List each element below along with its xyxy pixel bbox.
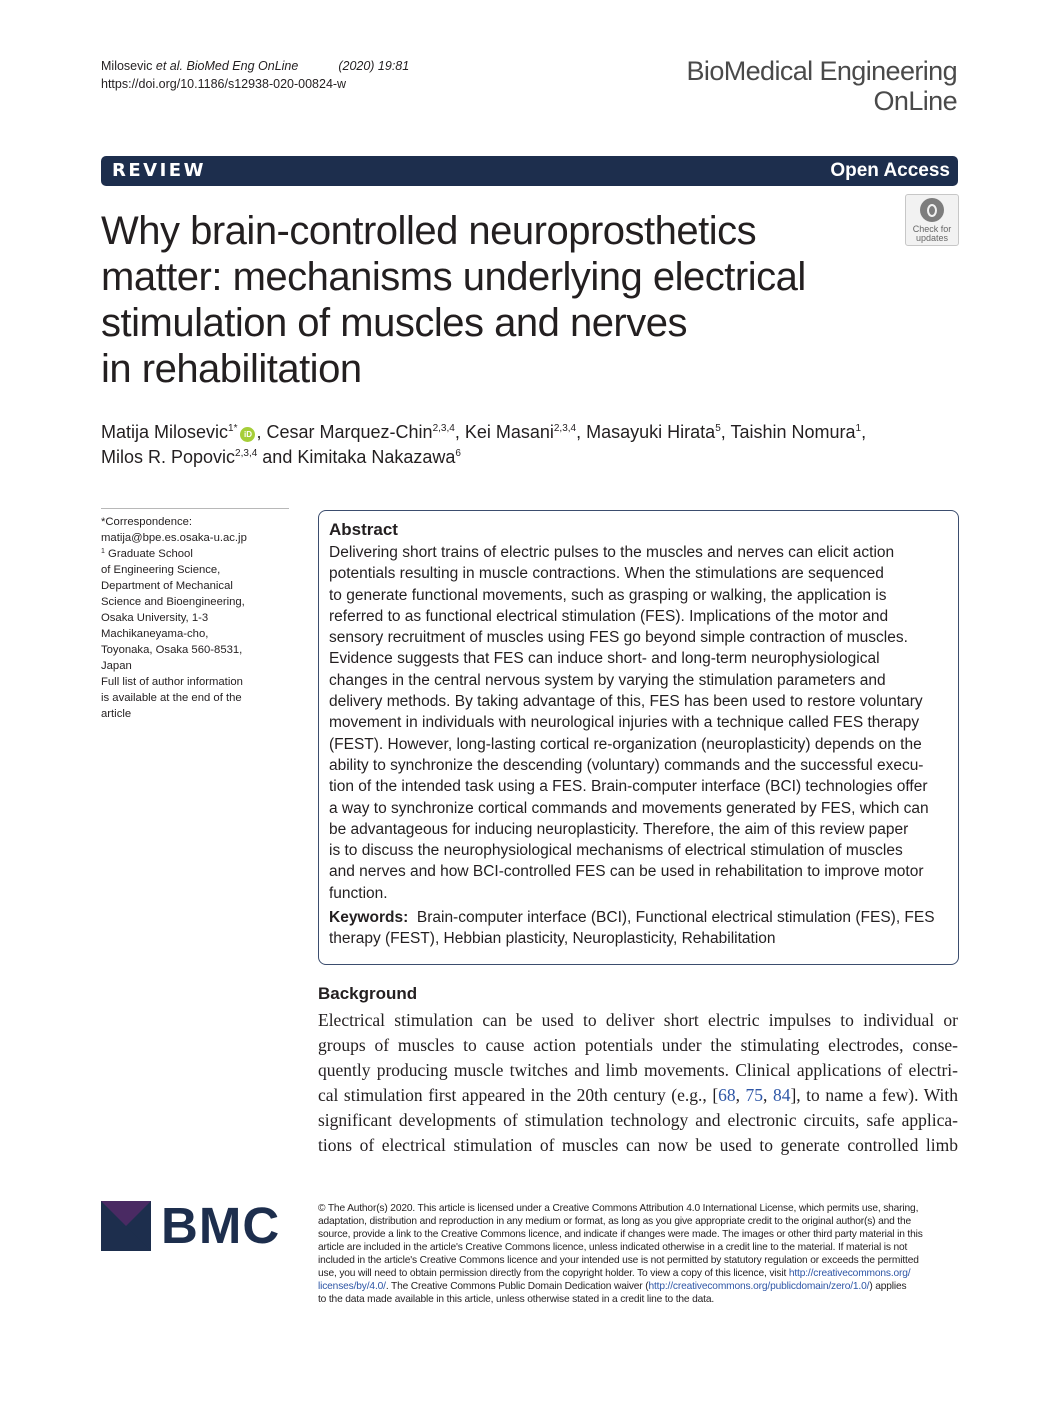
badge-line2: updates [915, 233, 949, 243]
affiliation-sup: 1 [101, 548, 105, 555]
check-for-updates-badge[interactable] [905, 194, 959, 246]
license-line: article are included in the article's Creative Commons licence, unless indicated otherwise in a credit line to the material. If material is not [318, 1242, 908, 1253]
author-affiliation: 6 [455, 448, 461, 459]
correspondence-email[interactable]: matija@bpe.es.osaka-u.ac.jp [101, 532, 247, 544]
author-name[interactable]: Cesar Marquez-Chin [266, 422, 433, 442]
abstract-line: sensory recruitment of muscles using FES go beyond simple contraction of muscles. [329, 629, 908, 647]
public-domain-link[interactable]: http://creativecommons.org/publicdomain/zero/1.0/ [648, 1281, 870, 1292]
reference-link[interactable]: 68 [718, 1085, 736, 1105]
abstract-line: function. [329, 884, 388, 902]
affiliation-line: Science and Bioengineering, [101, 596, 245, 608]
keywords-text: therapy (FEST), Hebbian plasticity, Neuroplasticity, Rehabilitation [329, 930, 776, 948]
author-affiliation: 1 [855, 423, 862, 434]
license-line: source, provide a link to the Creative Commons licence, and indicate if changes were made. The images or other third party material in this [318, 1229, 923, 1240]
abstract-line: tion of the intended task using a FES. Brain-computer interface (BCI) technologies offer [329, 778, 928, 796]
title-line: stimulation of muscles and nerves [101, 301, 687, 345]
abstract-line: referred to as functional electrical stimulation (FES). Implications of the motor and [329, 607, 889, 625]
affiliation-line: Osaka University, 1-3 [101, 612, 209, 624]
author-affiliation: 2,3,4 [553, 423, 577, 434]
orcid-icon[interactable]: iD [240, 427, 255, 442]
affiliation-line [101, 546, 289, 562]
license-line: to the data made available in this article, unless otherwise stated in a credit line to the data. [318, 1294, 715, 1305]
abstract-line: Delivering short trains of electric pulses to the muscles and nerves can elicit action [329, 544, 895, 561]
keywords-line [329, 907, 949, 928]
author-info-note: Full list of author information [101, 676, 243, 688]
license-text-fragment: use, you will need to obtain permission directly from the copyright holder. To view a copy of this licence, visit [318, 1268, 789, 1279]
reference-link[interactable]: 84 [772, 1085, 791, 1105]
abstract-line: a way to synchronize cortical commands and movements generated by FES, which can [329, 799, 929, 817]
abstract-line: be advantageous for inducing neuroplasticity. Therefore, the aim of this review paper [329, 820, 909, 838]
abstract-line: ability to synchronize the descending (voluntary) commands and the successful execu- [329, 756, 924, 774]
license-line: © The Author(s) 2020. This article is licensed under a Creative Commons Attribution 4.0 International License, which permits use, sharing, [318, 1203, 919, 1214]
author-name[interactable]: Milos R. Popovic [101, 447, 236, 467]
author-name[interactable]: Masayuki Hirata [586, 422, 716, 442]
author-affiliation: 5 [715, 423, 721, 434]
article-title [101, 208, 881, 392]
license-line: adaptation, distribution and reproduction in any medium or format, as long as you give appropriate credit to the original author(s) and the [318, 1216, 912, 1227]
body-text: ], to name a few). With [790, 1085, 958, 1105]
abstract-line: changes in the central nervous system by varying the stimulation parameters and [329, 671, 886, 689]
body-line: groups of muscles to cause action potentials under the stimulating electrodes, conse- [318, 1035, 958, 1055]
author-separator: , [454, 422, 465, 442]
author-name[interactable]: Matija Milosevic [101, 422, 229, 442]
body-line: Electrical stimulation can be used to deliver short electric impulses to individual or [318, 1010, 958, 1030]
journal-name-line1: BioMedical Engineering [686, 56, 957, 86]
open-access-label: Open Access [830, 160, 950, 181]
author-affiliation: 2,3,4 [235, 448, 258, 459]
article-type: REVIEW [112, 160, 206, 181]
abstract-line: potentials resulting in muscle contractions. When the stimulations are sequenced [329, 565, 884, 583]
author-name[interactable]: Taishin Nomura [730, 422, 856, 442]
author-separator: , [256, 422, 267, 442]
affiliation-line: of Engineering Science, [101, 564, 221, 576]
license-line [318, 1267, 958, 1280]
bmc-logo-mark-icon [101, 1201, 151, 1251]
license-text [318, 1202, 958, 1306]
body-text: cal stimulation first appeared in the 20th century (e.g., [ [318, 1085, 719, 1105]
doi-link[interactable]: https://doi.org/10.1186/s12938-020-00824-w [101, 77, 347, 91]
author-name[interactable]: Kimitaka Nakazawa [297, 447, 456, 467]
title-line: matter: mechanisms underlying electrical [101, 255, 806, 299]
affiliation-line: Department of Mechanical [101, 580, 233, 592]
citation-year: (2020) 19:81 [338, 59, 410, 73]
keywords-text: Brain-computer interface (BCI), Functional electrical stimulation (FES), FES [416, 909, 935, 927]
abstract-line: to generate functional movements, such as grasping or walking, the application is [329, 586, 887, 604]
background-body [318, 1008, 958, 1158]
body-line: cal stimulation first appeared in the 20th century (e.g., [68, 75, 84], to name a few). With [318, 1085, 958, 1105]
license-link[interactable]: licenses/by/4.0/ [318, 1281, 386, 1292]
abstract-box [318, 510, 959, 965]
abstract-line: delivery methods. By taking advantage of this, FES has been used to restore voluntary [329, 693, 923, 711]
keywords-label: Keywords: [329, 909, 409, 927]
bmc-logo-text: BMC [161, 1197, 281, 1254]
license-text-fragment: ) applies [869, 1281, 907, 1292]
citation-journal: et al. BioMed Eng OnLine [155, 59, 299, 73]
author-separator: , [576, 422, 587, 442]
abstract-heading: Abstract [329, 520, 398, 539]
author-affiliation: 1* [228, 423, 238, 434]
journal-name [627, 56, 957, 116]
abstract-line: and nerves and how BCI-controlled FES can be used in rehabilitation to improve motor [329, 863, 924, 881]
author-separator: , [720, 422, 731, 442]
badge-line1: Check for [912, 224, 952, 234]
license-text-fragment: . The Creative Commons Public Domain Dedication waiver ( [385, 1281, 649, 1292]
check-updates-icon [920, 198, 944, 222]
author-name[interactable]: Kei Masani [464, 422, 554, 442]
correspondence-label: *Correspondence: [101, 516, 193, 528]
license-line [318, 1280, 958, 1293]
reference-link[interactable]: 75 [745, 1085, 764, 1105]
abstract-line: Evidence suggests that FES can induce short- and long-term neurophysiological [329, 650, 880, 668]
journal-name-line2: OnLine [873, 86, 957, 116]
affiliation-line: Japan [101, 660, 132, 672]
affiliation-line: Machikaneyama-cho, [101, 628, 209, 640]
affiliation-text: Graduate School [108, 548, 193, 560]
affiliation-line: Toyonaka, Osaka 560-8531, [101, 644, 243, 656]
license-link[interactable]: http://creativecommons.org/ [788, 1268, 911, 1279]
title-line: in rehabilitation [101, 347, 362, 391]
bmc-logo [101, 1197, 296, 1254]
background-heading: Background [318, 984, 418, 1003]
author-separator: , [861, 422, 867, 442]
body-line: quently producing muscle twitches and limb movements. Clinical applications of electri- [318, 1060, 958, 1080]
author-affiliation: 2,3,4 [432, 423, 455, 434]
author-info-note: article [101, 708, 132, 720]
abstract-line: is to discuss the neurophysiological mechanisms of electrical stimulation of muscles [329, 842, 903, 860]
author-separator: and [257, 447, 298, 467]
abstract-line: movement in individuals with neurological injuries with a technique called FES therapy [329, 714, 920, 732]
citation-header [101, 57, 409, 93]
citation-authors: Milosevic [101, 59, 156, 73]
title-line: Why brain-controlled neuroprosthetics [101, 209, 757, 253]
body-line: tions of electrical stimulation of muscles can now be used to generate controlled limb [318, 1135, 958, 1155]
abstract-line: (FEST). However, long-lasting cortical re-organization (neuroplasticity) depends on the [329, 735, 922, 753]
article-type-banner [101, 156, 958, 186]
correspondence-sidebar [101, 508, 289, 722]
license-line: included in the article's Creative Commons licence and your intended use is not permitted by statutory regulation or exceeds the permitted [318, 1255, 919, 1266]
author-info-note: is available at the end of the [101, 692, 242, 704]
author-list [101, 420, 921, 470]
body-line: significant developments of stimulation technology and electronic circuits, safe applica- [318, 1110, 958, 1130]
